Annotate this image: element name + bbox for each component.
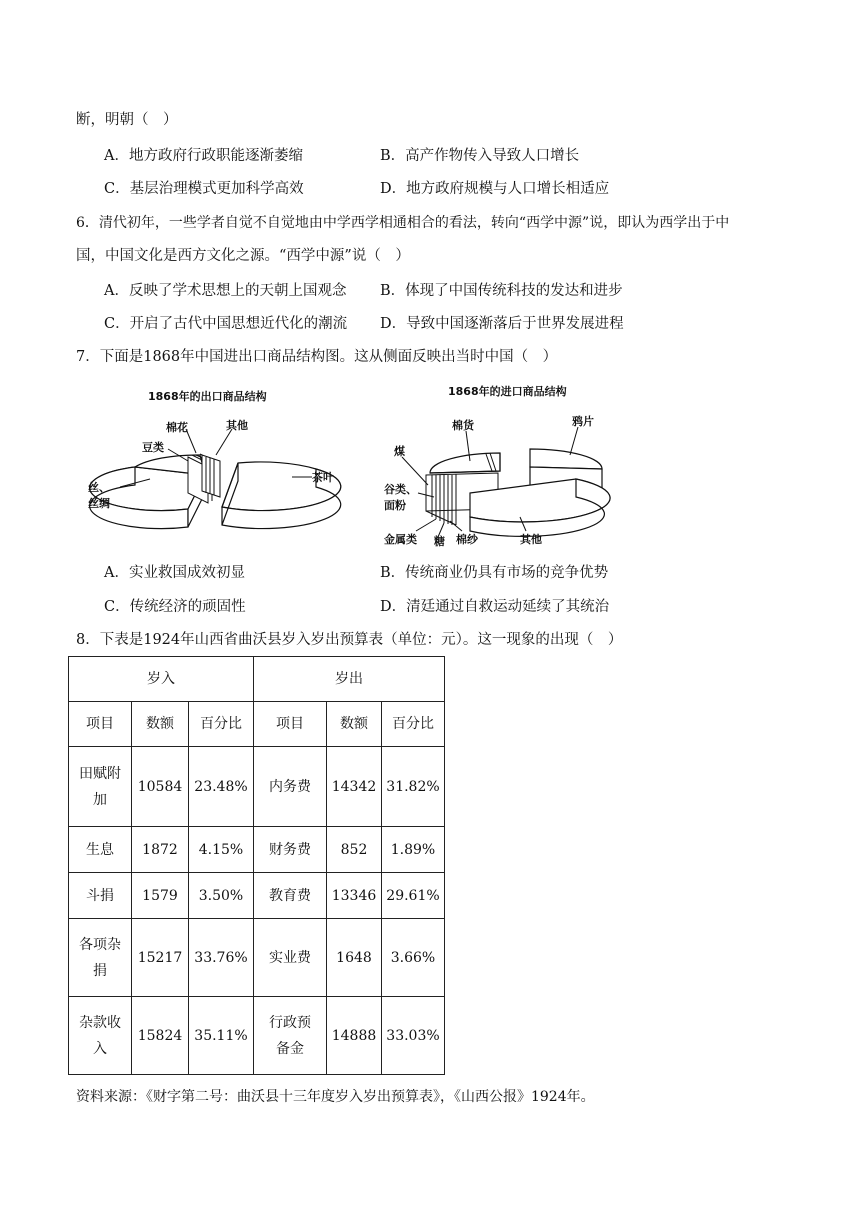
export-label-tea: 茶叶 <box>312 471 334 484</box>
table-cell: 3.50% <box>189 873 254 919</box>
q7-option-c[interactable]: C．传统经济的顽固性 <box>104 599 246 615</box>
table-cell: 斗捐 <box>69 873 132 919</box>
q7-option-b[interactable]: B．传统商业仍具有市场的竞争优势 <box>380 565 609 581</box>
table-cell: 35.11% <box>189 997 254 1075</box>
q5-stem-tail: 断，明朝（ ） <box>76 112 178 128</box>
table-cell: 13346 <box>327 873 382 919</box>
q5-option-b[interactable]: B．高产作物传入导致人口增长 <box>380 148 580 164</box>
table-cell: 行政预 备金 <box>254 997 327 1075</box>
col-header: 数额 <box>132 702 189 747</box>
import-label-cotton-goods: 棉货 <box>452 419 474 432</box>
export-slice-other <box>202 455 220 497</box>
table-cell: 29.61% <box>382 873 445 919</box>
export-pie-chart <box>80 405 380 555</box>
q7-option-d[interactable]: D．清廷通过自救运动延续了其统治 <box>380 599 610 615</box>
export-label-beans: 豆类 <box>142 441 164 454</box>
table-cell: 15824 <box>132 997 189 1075</box>
import-label-coal: 煤 <box>394 445 405 458</box>
table-header-row <box>69 702 445 747</box>
q7-stem: 7．下面是1868年中国进出口商品结构图。这从侧面反映出当时中国（ ） <box>76 349 558 365</box>
q7-option-a[interactable]: A．实业救国成效初显 <box>104 565 245 581</box>
table-cell: 23.48% <box>189 747 254 827</box>
export-label-other: 其他 <box>226 419 248 432</box>
table-cell: 1579 <box>132 873 189 919</box>
import-pie-chart <box>380 405 620 550</box>
export-label-silk-1: 丝、 <box>88 481 110 494</box>
import-label-grain-2: 面粉 <box>384 499 406 512</box>
col-header: 数额 <box>327 702 382 747</box>
income-group-header: 岁入 <box>69 657 254 702</box>
table-cell: 10584 <box>132 747 189 827</box>
table-cell: 各项杂 捐 <box>69 919 132 997</box>
table-cell: 生息 <box>69 827 132 873</box>
table-cell: 3.66% <box>382 919 445 997</box>
table-cell: 852 <box>327 827 382 873</box>
q5-option-a[interactable]: A．地方政府行政职能逐渐萎缩 <box>104 148 303 164</box>
col-header: 项目 <box>69 702 132 747</box>
q5-option-c[interactable]: C．基层治理模式更加科学高效 <box>104 181 304 197</box>
expense-group-header: 岁出 <box>254 657 445 702</box>
col-header: 百分比 <box>189 702 254 747</box>
table-cell: 33.76% <box>189 919 254 997</box>
table-cell: 4.15% <box>189 827 254 873</box>
table-row <box>69 997 445 1075</box>
table-cell: 14342 <box>327 747 382 827</box>
table-row <box>69 873 445 919</box>
table-cell: 15217 <box>132 919 189 997</box>
table-cell: 田赋附 加 <box>69 747 132 827</box>
q6-option-c[interactable]: C．开启了古代中国思想近代化的潮流 <box>104 316 348 332</box>
table-row <box>69 747 445 827</box>
export-label-silk-2: 丝绸 <box>88 497 110 510</box>
table-cell: 33.03% <box>382 997 445 1075</box>
table-row <box>69 827 445 873</box>
import-label-cotton-yarn: 棉纱 <box>456 533 478 546</box>
q6-option-d[interactable]: D．导致中国逐渐落后于世界发展进程 <box>380 316 624 332</box>
col-header: 项目 <box>254 702 327 747</box>
import-label-grain-1: 谷类、 <box>384 483 417 496</box>
table-cell: 31.82% <box>382 747 445 827</box>
col-header: 百分比 <box>382 702 445 747</box>
table-cell: 1872 <box>132 827 189 873</box>
import-chart-title: 1868年的进口商品结构 <box>448 385 567 398</box>
table-source-note: 资料来源：《财字第二号：曲沃县十三年度岁入岁出预算表》，《山西公报》1924年。 <box>76 1089 595 1105</box>
import-label-sugar: 糖 <box>434 535 445 548</box>
q6-option-b[interactable]: B．体现了中国传统科技的发达和进步 <box>380 283 623 299</box>
q6-stem-line2: 国，中国文化是西方文化之源。“西学中源”说（ ） <box>76 248 410 264</box>
table-cell: 1.89% <box>382 827 445 873</box>
table-cell: 14888 <box>327 997 382 1075</box>
table-group-header-row <box>69 657 445 702</box>
q5-option-d[interactable]: D．地方政府规模与人口增长相适应 <box>380 181 610 197</box>
import-label-other: 其他 <box>520 533 542 546</box>
table-cell: 内务费 <box>254 747 327 827</box>
q6-stem-line1: 6．清代初年，一些学者自觉不自觉地由中学西学相通相合的看法，转向“西学中源”说，即认为西学出于中 <box>76 215 730 231</box>
table-cell: 财务费 <box>254 827 327 873</box>
budget-table <box>68 656 445 1075</box>
import-slice-cotton-goods <box>430 453 500 473</box>
export-label-cotton: 棉花 <box>166 421 188 434</box>
table-cell: 1648 <box>327 919 382 997</box>
import-label-opium: 鸦片 <box>572 415 594 428</box>
export-chart-title: 1868年的出口商品结构 <box>148 390 267 403</box>
q8-stem: 8．下表是1924年山西省曲沃县岁入岁出预算表（单位：元）。这一现象的出现（ ） <box>76 632 623 648</box>
q6-option-a[interactable]: A．反映了学术思想上的天朝上国观念 <box>104 283 347 299</box>
table-cell: 教育费 <box>254 873 327 919</box>
table-cell: 实业费 <box>254 919 327 997</box>
table-row <box>69 919 445 997</box>
import-label-metals: 金属类 <box>384 533 417 546</box>
table-cell: 杂款收 入 <box>69 997 132 1075</box>
